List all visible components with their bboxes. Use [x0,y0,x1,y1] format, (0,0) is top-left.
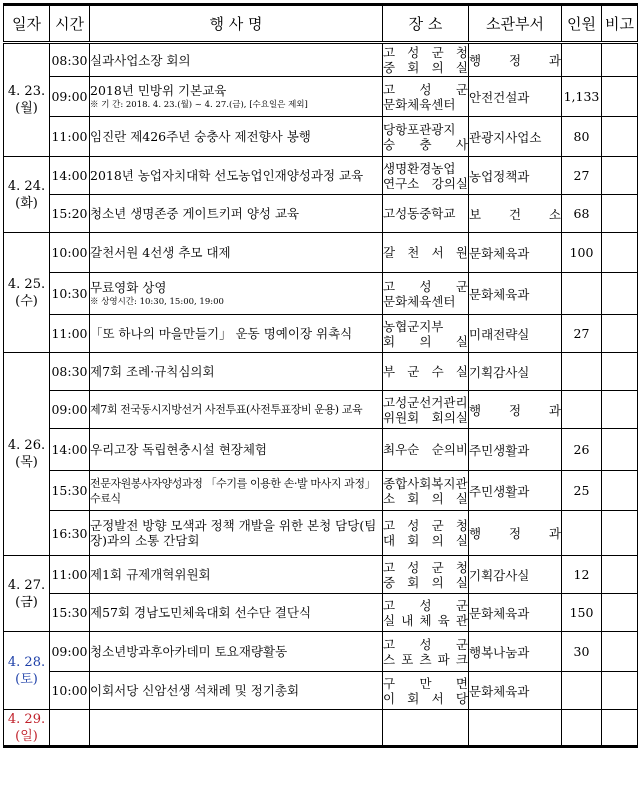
place-line: 문화체육센터 [383,293,456,309]
weekday-label: (수) [15,293,38,309]
event-note: ※ 상영시간: 10:30, 15:00, 19:00 [90,296,224,307]
dept-cell [469,157,562,195]
place-line: 고 성 군 [383,278,468,294]
table-row [4,594,638,632]
event-cell [90,353,383,391]
place-cell [383,471,469,511]
count-cell [562,353,602,391]
event-title: 군정발전 방향 모색과 정책 개발을 위한 본청 담당(팀장)과의 소통 간담회 [90,518,377,548]
table-row [4,710,638,747]
place-cell [383,353,469,391]
place-line: 숭 충 사 [383,136,468,152]
date-cell [4,353,50,556]
table-row [4,353,638,391]
time-cell: 15:30 [50,471,90,511]
table-row [4,556,638,594]
table-row [4,43,638,77]
time-cell: 10:00 [50,233,90,273]
event-cell [90,594,383,632]
dept-cell [469,315,562,353]
count-cell [562,511,602,556]
table-row [4,672,638,710]
place-line: 생명환경농업 [383,160,456,176]
dept-cell [469,594,562,632]
dept-cell [469,353,562,391]
remarks-cell [602,556,638,594]
time-cell: 09:00 [50,632,90,672]
header-remarks: 비고 [602,5,638,43]
dept-label: 기획감사실 [469,567,530,583]
place-cell [383,233,469,273]
time-cell: 14:00 [50,429,90,471]
event-title: 우리고장 독립현충시설 현장체험 [90,442,267,457]
place-line: 연구소 강의실 [383,175,468,191]
place-cell [383,195,469,233]
date-label: 4. 27. [7,577,46,593]
schedule-table [3,3,638,748]
place-cell [383,511,469,556]
dept-cell [469,117,562,157]
remarks-cell [602,511,638,556]
remarks-cell [602,391,638,429]
weekday-label: (목) [15,455,38,470]
place-cell [383,632,469,672]
time-cell: 09:00 [50,77,90,117]
date-label: 4. 24. [7,178,46,194]
place-line: 소 회 의 실 [383,490,468,506]
dept-label: 보 건 소 [469,206,561,222]
table-row [4,117,638,157]
table-row [4,315,638,353]
time-cell: 10:00 [50,672,90,710]
table-row [4,471,638,511]
dept-label: 문화체육과 [469,683,530,699]
place-cell [383,556,469,594]
place-line: 고 성 군 [383,636,468,652]
remarks-cell [602,157,638,195]
event-cell [90,429,383,471]
place-line: 이 회 서 당 [383,690,468,706]
dept-cell [469,710,562,747]
event-cell [90,195,383,233]
time-cell: 10:30 [50,273,90,315]
place-line: 위원회 회의실 [383,409,468,425]
date-label: 4. 23. [7,84,46,99]
date-cell [4,556,50,632]
place-line: 중 회 의 실 [383,574,468,590]
remarks-cell [602,353,638,391]
dept-cell [469,672,562,710]
date-cell [4,233,50,353]
weekday-label: (월) [15,101,38,116]
event-title: 2018년 농업자치대학 선도농업인재양성과정 교육 [90,168,364,183]
place-line: 고 성 군 청 [383,518,468,533]
remarks-cell [602,195,638,233]
dept-label: 미래전략실 [469,326,530,342]
event-cell [90,43,383,77]
remarks-cell [602,233,638,273]
event-note: ※ 기 간: 2018. 4. 23.(월) ~ 4. 27.(금), [수요일은 제외] [90,99,308,110]
dept-cell [469,195,562,233]
date-label: 4. 25. [7,276,46,292]
event-title: 청소년방과후아카데미 토요재량활동 [90,644,288,659]
place-line: 문화체육센터 [383,96,456,112]
table-row [4,391,638,429]
place-line: 구 만 면 [383,675,468,691]
event-title: 제1회 규제개혁위원회 [90,567,211,582]
remarks-cell [602,77,638,117]
time-cell: 08:30 [50,43,90,77]
dept-cell [469,77,562,117]
event-title: 갈천서원 4선생 추모 대제 [90,245,231,260]
place-cell [383,315,469,353]
dept-cell [469,391,562,429]
dept-label: 안전건설과 [469,89,530,105]
place-line: 실 내 체 육 관 [383,612,468,628]
time-cell: 14:00 [50,157,90,195]
date-label: 4. 26. [7,438,46,453]
weekday-label: (금) [15,594,38,610]
event-cell [90,672,383,710]
place-line: 종합사회복지관 [383,475,468,491]
dept-label: 문화체육과 [469,605,530,621]
table-row [4,77,638,117]
dept-label: 문화체육과 [469,245,530,261]
count-cell: 12 [562,556,602,594]
count-cell [562,391,602,429]
weekday-label: (토) [15,671,38,687]
time-cell: 08:30 [50,353,90,391]
event-title: 임진란 제426주년 숭충사 제전향사 봉행 [90,129,311,144]
remarks-cell [602,471,638,511]
header-dept: 소관부서 [469,5,562,43]
event-title: 무료영화 상영 [90,279,167,295]
dept-cell [469,273,562,315]
count-cell [562,672,602,710]
time-cell [50,710,90,747]
place-line: 고성군선거관리 [383,394,468,410]
event-title: 제7회 전국동시지방선거 사전투표(사전투표장비 운용) 교육 [90,403,363,416]
count-cell: 1,133 [562,77,602,117]
event-cell [90,77,383,117]
event-cell [90,710,383,747]
event-cell [90,233,383,273]
event-cell [90,117,383,157]
place-line: 고성동중학교 [383,206,456,221]
table-row [4,511,638,556]
dept-cell [469,511,562,556]
place-cell [383,117,469,157]
dept-label: 주민생활과 [469,442,530,458]
event-title: 실과사업소장 회의 [90,52,191,68]
date-cell [4,43,50,157]
date-label: 4. 29. [7,711,46,727]
dept-label: 행 정 과 [469,402,561,418]
dept-label: 관광지사업소 [469,129,542,145]
remarks-cell [602,594,638,632]
count-cell: 80 [562,117,602,157]
place-cell [383,710,469,747]
header-event: 행 사 명 [90,5,383,43]
remarks-cell [602,315,638,353]
event-cell [90,315,383,353]
date-label: 4. 28. [7,654,46,670]
dept-label: 행복나눔과 [469,644,530,660]
place-cell [383,672,469,710]
event-title: 전문자원봉사자양성과정 「수기를 이용한 손·발 마사지 과정」 수료식 [90,476,376,505]
table-row [4,429,638,471]
count-cell [562,710,602,747]
dept-label: 농업정책과 [469,168,530,184]
weekday-label: (화) [15,195,38,211]
count-cell [562,273,602,315]
header-time: 시간 [50,5,90,43]
time-cell: 16:30 [50,511,90,556]
time-cell: 15:30 [50,594,90,632]
place-cell [383,43,469,77]
event-title: 「또 하나의 마을만들기」 운동 명예이장 위촉식 [90,326,353,341]
place-line: 스 포 츠 파 크 [383,651,468,667]
dept-cell [469,429,562,471]
place-cell [383,391,469,429]
event-title: 제7회 조례·규칙심의회 [90,364,215,379]
event-cell [90,471,383,511]
remarks-cell [602,672,638,710]
table-row [4,233,638,273]
place-line: 부 군 수 실 [383,364,468,379]
event-cell [90,556,383,594]
event-title: 이회서당 신암선생 석채례 및 정기총회 [90,683,300,698]
remarks-cell [602,43,638,77]
remarks-cell [602,710,638,747]
date-cell [4,632,50,710]
time-cell: 11:00 [50,117,90,157]
place-line: 중 회 의 실 [383,60,468,75]
count-cell: 26 [562,429,602,471]
count-cell: 68 [562,195,602,233]
place-cell [383,594,469,632]
place-line: 고 성 군 [383,81,468,97]
remarks-cell [602,429,638,471]
table-row [4,157,638,195]
dept-label: 행 정 과 [469,526,561,541]
remarks-cell [602,273,638,315]
place-line: 대 회 의 실 [383,533,468,548]
dept-label: 행 정 과 [469,53,561,68]
remarks-cell [602,117,638,157]
event-cell [90,632,383,672]
header-count: 인원 [562,5,602,43]
count-cell: 30 [562,632,602,672]
place-line: 고 성 군 청 [383,45,468,60]
place-cell [383,429,469,471]
dept-label: 문화체육과 [469,286,530,302]
event-cell [90,511,383,556]
table-row [4,632,638,672]
table-header [4,5,638,43]
place-cell [383,273,469,315]
event-cell [90,157,383,195]
dept-cell [469,43,562,77]
table-row [4,195,638,233]
count-cell [562,43,602,77]
place-cell [383,77,469,117]
time-cell: 11:00 [50,556,90,594]
place-line: 갈 천 서 원 [383,245,468,260]
dept-cell [469,233,562,273]
weekday-label: (일) [15,728,38,744]
place-line: 고 성 군 청 [383,559,468,575]
dept-label: 주민생활과 [469,483,530,499]
table-row [4,273,638,315]
event-title: 2018년 민방위 기본교육 [90,82,227,98]
table-body [4,43,638,747]
dept-cell [469,471,562,511]
dept-cell [469,632,562,672]
date-cell [4,157,50,233]
date-cell [4,710,50,747]
event-cell [90,391,383,429]
header-date: 일자 [4,5,50,43]
time-cell: 15:20 [50,195,90,233]
place-line: 회 의 실 [383,333,468,349]
dept-label: 기획감사실 [469,364,530,380]
header-place: 장 소 [383,5,469,43]
count-cell: 25 [562,471,602,511]
place-line: 최우순 순의비 [383,442,468,457]
time-cell: 11:00 [50,315,90,353]
event-title: 청소년 생명존중 게이트키퍼 양성 교육 [90,206,300,221]
dept-cell [469,556,562,594]
event-title: 제57회 경남도민체육대회 선수단 결단식 [90,605,312,620]
event-cell [90,273,383,315]
remarks-cell [602,632,638,672]
place-line: 당항포관광지 [383,121,456,137]
count-cell: 27 [562,157,602,195]
time-cell: 09:00 [50,391,90,429]
place-cell [383,157,469,195]
place-line: 고 성 군 [383,597,468,613]
count-cell: 100 [562,233,602,273]
count-cell: 27 [562,315,602,353]
place-line: 농협군지부 [383,318,444,334]
count-cell: 150 [562,594,602,632]
